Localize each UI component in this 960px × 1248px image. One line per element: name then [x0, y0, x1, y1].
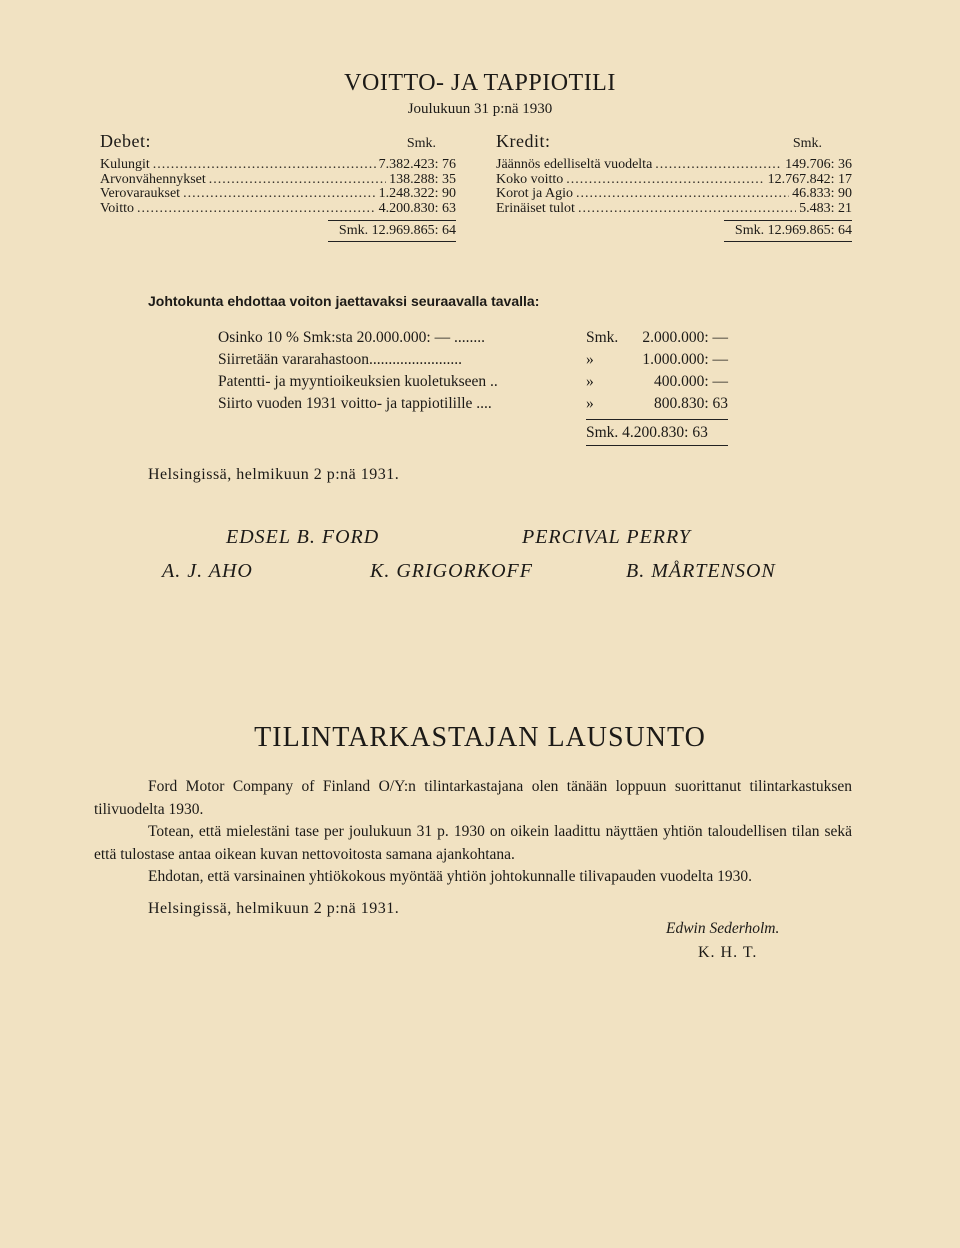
place-date-board: Helsingissä, helmikuun 2 p:nä 1931. — [148, 466, 400, 483]
proposal-total: Smk. 4.200.830: 63 — [586, 419, 728, 446]
signature-martenson: B. MÅRTENSON — [626, 560, 776, 582]
proposal-total-wrap — [218, 419, 758, 451]
debit-item-amount: 4.200.830: 63 — [378, 200, 456, 216]
proposal-table — [218, 329, 758, 451]
credit-header — [496, 131, 852, 158]
credit-row — [496, 173, 852, 188]
page-subtitle: Joulukuun 31 p:nä 1930 — [407, 101, 553, 117]
credit-item-name: Koko voitto — [496, 171, 564, 187]
proposal-row-text: Patentti- ja myyntioikeuksien kuoletukseen .. — [218, 373, 498, 390]
debit-label: Debet: — [100, 131, 151, 151]
credit-row — [496, 158, 852, 173]
leader-dots — [655, 158, 782, 173]
debit-item-amount: 7.382.423: 76 — [378, 157, 456, 172]
debit-total-wrap — [100, 220, 456, 242]
credit-currency: Smk. — [792, 136, 822, 151]
audit-paragraph: Ehdotan, että varsinainen yhtiökokous myöntää yhtiön johtokunnalle tilivapauden vuodelta 1930. — [148, 868, 752, 885]
credit-total: Smk. 12.969.865: 64 — [724, 220, 852, 242]
proposal-row — [218, 329, 758, 351]
credit-item-name: Erinäiset tulot — [496, 200, 575, 216]
leader-dots — [576, 187, 789, 202]
proposal-row — [218, 351, 758, 373]
leader-dots — [578, 202, 796, 217]
credit-item-name: Jäännös edelliseltä vuodelta — [496, 157, 653, 172]
leader-dots — [183, 187, 376, 202]
debit-item-amount: 1.248.322: 90 — [378, 186, 456, 201]
debit-item-name: Voitto — [100, 200, 134, 216]
place-date-audit: Helsingissä, helmikuun 2 p:nä 1931. — [148, 900, 400, 917]
proposal-row-value: 400.000: — — [653, 373, 728, 390]
page-title: VOITTO- JA TAPPIOTILI — [344, 70, 616, 96]
auditor-title: K. H. T. — [698, 944, 758, 961]
debit-total: Smk. 12.969.865: 64 — [328, 220, 456, 242]
proposal-row-prefix: Smk. — [586, 329, 619, 346]
credit-item-amount: 149.706: 36 — [785, 157, 852, 172]
credit-row — [496, 202, 852, 217]
proposal-row-value: 800.830: 63 — [653, 395, 728, 412]
proposal-intro: Johtokunta ehdottaa voiton jaettavaksi seuraavalla tavalla: — [148, 293, 540, 309]
debit-item-amount: 138.288: 35 — [389, 171, 456, 187]
credit-item-amount: 46.833: 90 — [792, 186, 852, 201]
leader-dots — [153, 158, 376, 173]
auditor-name: Edwin Sederholm. — [666, 920, 780, 937]
signature-aho: A. J. AHO — [162, 560, 253, 582]
credit-item-amount: 12.767.842: 17 — [767, 171, 852, 187]
credit-item-amount: 5.483: 21 — [799, 200, 852, 216]
proposal-row — [218, 373, 758, 395]
proposal-row-value: 2.000.000: — — [642, 329, 728, 346]
signature-percival-perry: PERCIVAL PERRY — [522, 526, 691, 548]
proposal-row-prefix: » — [586, 351, 594, 368]
debit-currency: Smk. — [406, 136, 436, 151]
proposal-row-text: Osinko 10 % Smk:sta 20.000.000: — ........ — [218, 329, 485, 346]
credit-column — [496, 131, 852, 242]
proposal-row-prefix: » — [586, 395, 594, 412]
proposal-row — [218, 395, 758, 417]
debit-row — [100, 173, 456, 188]
debit-row — [100, 187, 456, 202]
credit-label: Kredit: — [496, 131, 551, 151]
proposal-row-value: 1.000.000: — — [642, 351, 728, 368]
credit-item-name: Korot ja Agio — [496, 186, 573, 201]
debit-item-name: Kulungit — [100, 157, 150, 172]
debit-row — [100, 202, 456, 217]
proposal-row-text: Siirretään vararahastoon........................ — [218, 351, 463, 368]
leader-dots — [566, 173, 764, 188]
credit-row — [496, 187, 852, 202]
audit-body — [94, 776, 852, 889]
signature-edsel-ford: EDSEL B. FORD — [226, 526, 380, 548]
proposal-row-prefix: » — [586, 373, 594, 390]
audit-paragraph: Ford Motor Company of Finland O/Y:n tilintarkastajana olen tänään loppuun suorittanut tilintarkastuksen tilivuodelta 1930. — [94, 778, 852, 818]
debit-item-name: Verovaraukset — [100, 186, 181, 201]
audit-title: TILINTARKASTAJAN LAUSUNTO — [254, 722, 706, 753]
debit-item-name: Arvonvähennykset — [100, 171, 206, 187]
signature-grigorkoff: K. GRIGORKOFF — [370, 560, 533, 582]
leader-dots — [137, 202, 376, 217]
audit-paragraph: Totean, että mielestäni tase per joulukuun 31 p. 1930 on oikein laadittu näyttäen yhtiön taloudellisen tilan sekä että tulostase antaa oikean kuvan nettovoitosta samana ajankohtana. — [94, 823, 852, 863]
debit-row — [100, 158, 456, 173]
debit-header — [100, 131, 456, 158]
debit-column — [100, 131, 456, 242]
leader-dots — [209, 173, 386, 188]
proposal-row-text: Siirto vuoden 1931 voitto- ja tappiotilille .... — [218, 395, 492, 412]
credit-total-wrap — [496, 220, 852, 242]
